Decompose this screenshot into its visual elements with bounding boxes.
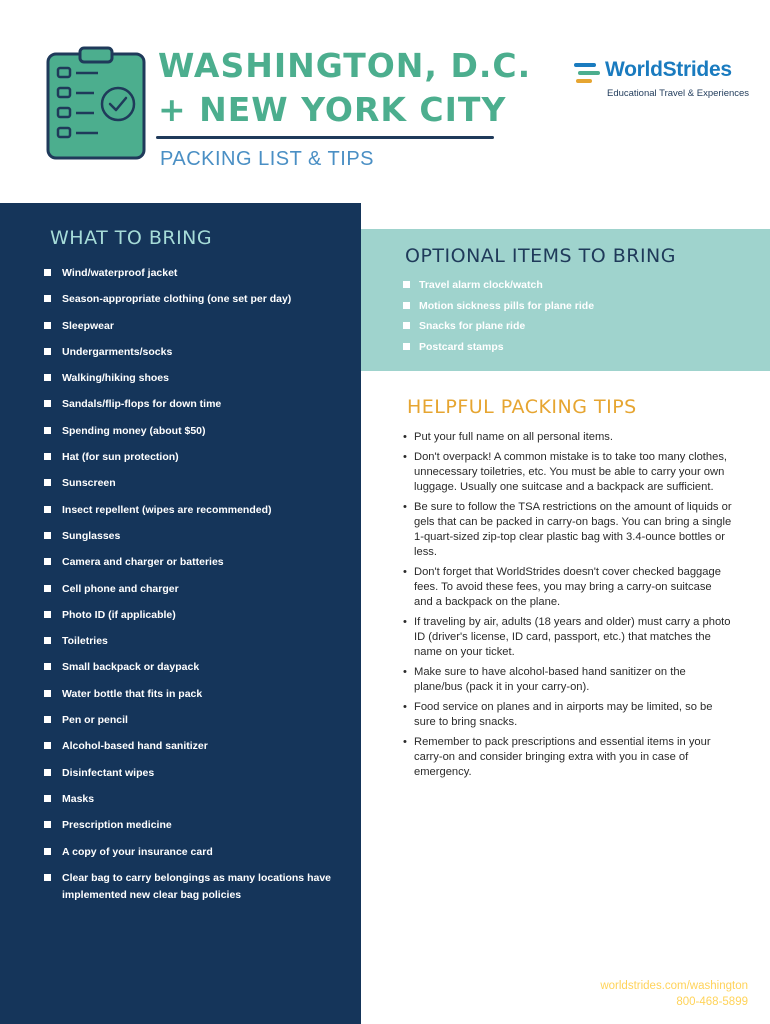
list-item: Clear bag to carry belongings as many locations have implemented new clear bag policies — [44, 870, 344, 904]
list-item: Masks — [44, 791, 344, 817]
list-item: Sunglasses — [44, 528, 344, 554]
list-item: A copy of your insurance card — [44, 844, 344, 870]
tip-item: • Be sure to follow the TSA restrictions on the amount of liquids or gels that can be packed in carry-on bags. You can bring a single 1-quart-sized zip-top clear plastic bag with 3.4-ounce bottles or less. — [403, 500, 733, 560]
list-item: Hat (for sun protection) — [44, 449, 344, 475]
list-item: Snacks for plane ride — [403, 319, 594, 340]
list-item: Water bottle that fits in pack — [44, 686, 344, 712]
list-item: Camera and charger or batteries — [44, 554, 344, 580]
page-title — [158, 44, 531, 132]
list-item: Spending money (about $50) — [44, 423, 344, 449]
tip-item: • Don't overpack! A common mistake is to take too many clothes, unnecessary toiletries, etc. You must be able to carry your own luggage. Usually one suitcase and a backpack are sufficient. — [403, 450, 733, 495]
optional-items-heading: OPTIONAL ITEMS TO BRING — [405, 245, 676, 267]
tips-heading: HELPFUL PACKING TIPS — [407, 396, 637, 418]
logo-tagline: Educational Travel & Experiences — [607, 88, 750, 99]
list-item: Postcard stamps — [403, 340, 594, 361]
logo-wordmark: WorldStrides — [605, 58, 732, 81]
tip-item: • Put your full name on all personal items. — [403, 430, 733, 445]
tip-item: • Don't forget that WorldStrides doesn't cover checked baggage fees. To avoid these fees, you may bring a carry-on suitcase and a backpack on the plane. — [403, 565, 733, 610]
list-item: Season-appropriate clothing (one set per day) — [44, 291, 344, 317]
page-subtitle: PACKING LIST & TIPS — [160, 148, 375, 170]
list-item: Sunscreen — [44, 475, 344, 501]
list-item: Photo ID (if applicable) — [44, 607, 344, 633]
worldstrides-logo — [574, 58, 750, 102]
list-item: Travel alarm clock/watch — [403, 278, 594, 299]
tip-item: • If traveling by air, adults (18 years and older) must carry a photo ID (driver's license, ID card, passport, etc.) that matches the name on your ticket. — [403, 615, 733, 660]
tip-item: • Remember to pack prescriptions and essential items in your carry-on and consider bringing extra with you in case of emergency. — [403, 735, 733, 780]
list-item: Undergarments/socks — [44, 344, 344, 370]
list-item: Wind/waterproof jacket — [44, 265, 344, 291]
list-item: Toiletries — [44, 633, 344, 659]
tips-list — [403, 430, 733, 785]
list-item: Alcohol-based hand sanitizer — [44, 738, 344, 764]
optional-items-panel — [361, 229, 770, 371]
list-item: Small backpack or daypack — [44, 659, 344, 685]
footer-url[interactable]: worldstrides.com/washington — [600, 980, 748, 992]
list-item: Walking/hiking shoes — [44, 370, 344, 396]
list-item: Prescription medicine — [44, 817, 344, 843]
optional-items-list — [403, 278, 594, 360]
list-item: Pen or pencil — [44, 712, 344, 738]
list-item: Sandals/flip-flops for down time — [44, 396, 344, 422]
list-item: Cell phone and charger — [44, 581, 344, 607]
what-to-bring-heading: WHAT TO BRING — [50, 227, 213, 249]
list-item: Disinfectant wipes — [44, 765, 344, 791]
title-line-1: WASHINGTON, D.C. — [158, 46, 532, 85]
list-item: Sleepwear — [44, 318, 344, 344]
footer-contact — [600, 978, 748, 1010]
what-to-bring-panel — [0, 203, 361, 1024]
list-item: Insect repellent (wipes are recommended) — [44, 502, 344, 528]
title-line-2: + NEW YORK CITY — [158, 90, 507, 129]
footer-phone[interactable]: 800-468-5899 — [676, 996, 748, 1008]
logo-stripes-icon — [574, 62, 600, 84]
tip-item: • Food service on planes and in airports may be limited, so be sure to bring snacks. — [403, 700, 733, 730]
clipboard-checklist-icon — [44, 46, 152, 162]
tip-item: • Make sure to have alcohol-based hand sanitizer on the plane/bus (pack it in your carry-on). — [403, 665, 733, 695]
title-underline — [156, 136, 494, 139]
what-to-bring-list — [44, 265, 344, 904]
list-item: Motion sickness pills for plane ride — [403, 299, 594, 320]
